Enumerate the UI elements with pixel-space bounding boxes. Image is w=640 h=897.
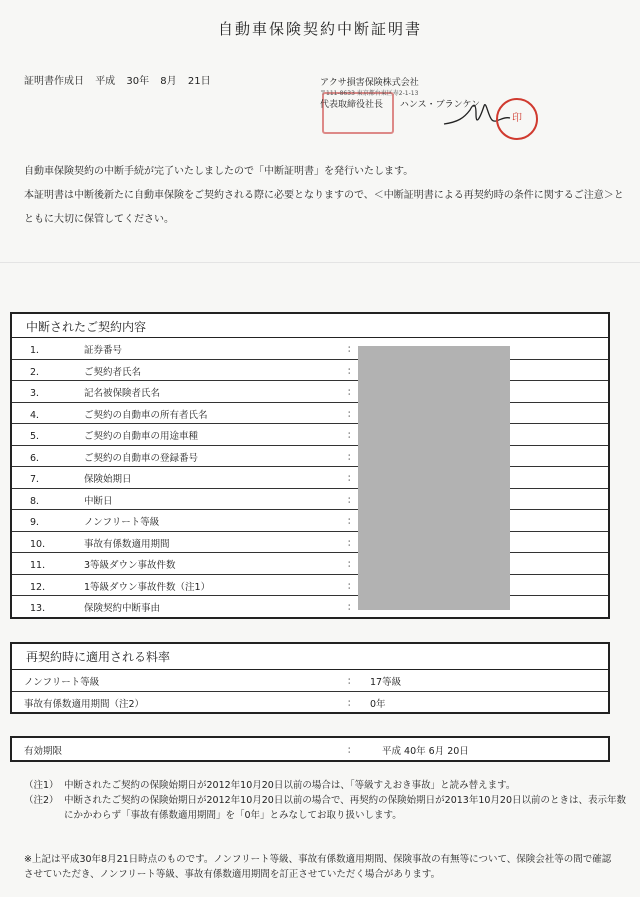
row-label: 3等級ダウン事故件数 [84,560,176,571]
row-label: 証券番号 [84,345,123,356]
row-colon: ： [347,408,357,420]
note-key: （注1） [24,780,59,791]
contract-row [12,489,608,511]
contract-row [12,532,608,554]
row-number: 3． [30,388,46,399]
row-colon: ： [347,559,357,570]
row-number: 1． [30,345,46,356]
note-key: （注2） [24,795,59,806]
rate-title: 再契約時に適用される料率 [12,644,608,670]
contract-row [12,360,608,382]
row-label: ご契約の自動車の用途車種 [84,431,199,442]
row-number: 12． [30,581,52,593]
row-label: 事故有係数適用期間 [84,538,170,550]
row-colon: ： [347,451,357,463]
rate-row-colon: ： [347,697,357,709]
row-colon: ： [347,473,357,484]
contract-box [10,312,610,619]
contract-row [12,446,608,468]
row-label: 中断日 [84,495,113,507]
issue-date-era: 平成 [95,76,116,87]
contract-row [12,553,608,575]
row-number: 4． [30,409,46,421]
validity-box [10,736,610,762]
row-number: 2． [30,366,46,378]
contract-row [12,596,608,617]
row-colon: ： [347,602,357,613]
contract-title: 中断されたご契約内容 [12,314,608,338]
row-label: 保険契約中断事由 [84,603,161,614]
row-colon: ： [347,537,357,549]
redacted-values [358,346,510,610]
row-colon: ： [347,580,357,592]
row-number: 8． [30,495,46,507]
row-label: ご契約者氏名 [84,366,142,378]
row-colon: ： [347,344,357,355]
intro-line-2: 本証明書は中断後新たに自動車保険をご契約される際に必要となりますので、＜中断証明書による再契約時の条件に関するご注意＞とともに大切に保管してください。 [24,190,624,225]
rate-box [10,642,610,714]
row-label: ノンフリート等級 [84,517,160,528]
row-number: 11． [30,560,52,571]
document-title: 自動車保険契約中断証明書 [217,20,422,38]
rate-row [12,670,608,692]
rate-row [12,692,608,713]
fold-line [0,262,640,263]
intro-line-1: 自動車保険契約の中断手続が完了いたしましたので「中断証明書」を発行いたします。 [24,166,414,177]
row-number: 9． [30,517,46,528]
row-label: ご契約の自動車の所有者氏名 [84,409,208,421]
row-number: 10． [30,538,52,550]
company-name: アクサ損害保険株式会社 [320,78,419,88]
rate-row-value: 17等級 [370,677,402,688]
row-colon: ： [347,430,357,441]
intro-text [24,160,624,232]
row-label: 1等級ダウン事故件数（注1） [84,581,211,593]
row-number: 13． [30,603,52,614]
row-label: 保険始期日 [84,474,132,485]
contract-row [12,381,608,403]
row-colon: ： [347,387,357,398]
representative-name: ハンス・ブランケン [399,100,480,110]
note-text: 中断されたご契約の保険始期日が2012年10月20日以前の場合で、再契約の保険始期日が2013年10月20日以前のときは、表示年数にかかわらず「事故有係数適用期間」を「0年」とみなしてお取り扱いします。 [64,795,627,821]
issue-date-year: 30年 [126,76,150,87]
row-colon: ： [347,365,357,377]
note-text: 中断されたご契約の保険始期日が2012年10月20日以前の場合は、「等級すえおき事故」と読み替えます。 [64,780,516,791]
row-colon: ： [347,494,357,506]
row-number: 6． [30,452,46,464]
row-colon: ： [347,516,357,527]
row-number: 5． [30,431,46,442]
issue-date [24,72,219,87]
rate-row-colon: ： [347,676,357,687]
representative-title: 代表取締役社長 [320,100,384,110]
company-address: 〒111-8633 東京都台東区寿2-1-13 [320,90,419,97]
rate-row-label: 事故有係数適用期間（注2） [24,698,145,710]
validity-label: 有効期限 [24,746,63,757]
contract-row [12,467,608,489]
rate-row-value: 0年 [370,698,386,710]
row-number: 7． [30,474,46,485]
issue-date-month: 8月 [160,76,177,87]
contract-row [12,424,608,446]
contract-row [12,338,608,360]
contract-row [12,575,608,597]
contract-rows [12,338,608,617]
issue-date-label: 証明書作成日 [24,76,84,87]
notes [24,778,634,823]
validity-row [12,738,608,760]
note-1 [24,778,634,793]
validity-colon: ： [347,745,357,756]
contract-row [12,510,608,532]
note-2 [24,793,634,823]
validity-value: 平成 40年 6月 20日 [382,746,469,757]
footer-note: ※上記は平成30年8月21日時点のものです。ノンフリート等級、事故有係数適用期間、保険事故の有無等について、保険会社等の間で確認させていただき、ノンフリート等級、事故有係数適用期間を訂正させていただく場合があります。 [24,854,612,880]
row-label: 記名被保険者氏名 [84,388,161,399]
contract-row [12,403,608,425]
issue-date-day: 21日 [187,76,211,87]
representative-seal: 印 [496,98,538,140]
rate-row-label: ノンフリート等級 [24,677,100,688]
row-label: ご契約の自動車の登録番号 [84,452,199,464]
